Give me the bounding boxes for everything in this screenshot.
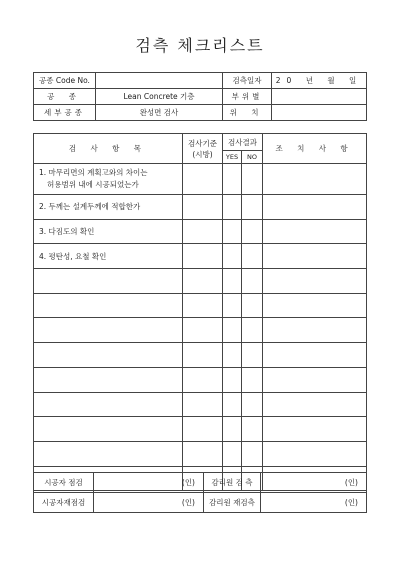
action-cell[interactable] [263, 343, 367, 368]
action-cell[interactable] [263, 392, 367, 417]
checklist-item-4: 4. 평탄성, 요철 확인 [34, 244, 183, 269]
criteria-cell[interactable] [183, 195, 223, 220]
table-row [34, 441, 367, 466]
detail-work-label: 세부공종 [34, 105, 96, 121]
yes-cell[interactable] [223, 441, 242, 466]
criteria-cell[interactable] [183, 219, 223, 244]
criteria-cell[interactable] [183, 367, 223, 392]
action-cell[interactable] [263, 417, 367, 442]
table-row [34, 219, 367, 244]
header-result: 검사결과 [223, 134, 263, 151]
yes-cell[interactable] [223, 219, 242, 244]
criteria-cell[interactable] [183, 269, 223, 294]
action-cell[interactable] [263, 164, 367, 195]
item-cell[interactable] [34, 318, 183, 343]
supervisor-check-seal[interactable]: (인) [261, 473, 367, 493]
table-row [34, 164, 367, 195]
no-cell[interactable] [242, 164, 263, 195]
action-cell[interactable] [263, 219, 367, 244]
yes-cell[interactable] [223, 367, 242, 392]
item-cell[interactable] [34, 269, 183, 294]
no-cell[interactable] [242, 343, 263, 368]
item-cell[interactable] [34, 441, 183, 466]
no-cell[interactable] [242, 293, 263, 318]
action-cell[interactable] [263, 293, 367, 318]
action-cell[interactable] [263, 441, 367, 466]
action-cell[interactable] [263, 269, 367, 294]
yes-cell[interactable] [223, 164, 242, 195]
item-cell[interactable] [34, 293, 183, 318]
item-cell[interactable] [34, 367, 183, 392]
no-cell[interactable] [242, 417, 263, 442]
action-cell[interactable] [263, 244, 367, 269]
yes-cell[interactable] [223, 269, 242, 294]
checklist-item-3: 3. 다짐도의 확인 [34, 219, 183, 244]
item-cell[interactable] [34, 417, 183, 442]
no-cell[interactable] [242, 269, 263, 294]
builder-recheck-label: 시공자재점검 [34, 493, 94, 513]
table-row [34, 293, 367, 318]
no-cell[interactable] [242, 318, 263, 343]
supervisor-recheck-label: 감리원 재검측 [204, 493, 261, 513]
header-criteria-line2: (시방) [192, 149, 213, 159]
table-row [34, 392, 367, 417]
yes-cell[interactable] [223, 195, 242, 220]
checklist-table [33, 133, 367, 491]
no-cell[interactable] [242, 244, 263, 269]
location-label: 위 치 [223, 105, 272, 121]
item-cell[interactable] [34, 343, 183, 368]
document-title: 검측 체크리스트 [135, 36, 265, 55]
builder-check-seal[interactable]: (인) [94, 473, 204, 493]
yes-cell[interactable] [223, 343, 242, 368]
table-row [34, 318, 367, 343]
part-label: 부위별 [223, 89, 272, 105]
no-cell[interactable] [242, 219, 263, 244]
yes-cell[interactable] [223, 417, 242, 442]
header-criteria [183, 134, 223, 164]
yes-cell[interactable] [223, 318, 242, 343]
yes-cell[interactable] [223, 244, 242, 269]
location-value[interactable] [272, 105, 367, 121]
checklist-item-2: 2. 두께는 설계두께에 적합한가 [34, 195, 183, 220]
header-action: 조 치 사 항 [263, 134, 367, 164]
table-row [34, 269, 367, 294]
no-cell[interactable] [242, 367, 263, 392]
header-yes: YES [223, 151, 242, 164]
builder-recheck-seal[interactable]: (인) [94, 493, 204, 513]
work-code-value[interactable] [96, 73, 223, 89]
builder-check-label: 시공자 점검 [34, 473, 94, 493]
criteria-cell[interactable] [183, 417, 223, 442]
supervisor-check-label: 감리원 검 측 [204, 473, 261, 493]
table-row [34, 367, 367, 392]
part-value[interactable] [272, 89, 367, 105]
action-cell[interactable] [263, 367, 367, 392]
work-code-label: 공종 Code No. [34, 73, 96, 89]
item-cell[interactable] [34, 392, 183, 417]
header-no: NO [242, 151, 263, 164]
table-row [34, 195, 367, 220]
supervisor-recheck-seal[interactable]: (인) [261, 493, 367, 513]
work-type-value[interactable]: Lean Concrete 기층 [96, 89, 223, 105]
signature-table [33, 472, 367, 513]
yes-cell[interactable] [223, 293, 242, 318]
no-cell[interactable] [242, 392, 263, 417]
inspection-date-label: 검측일자 [223, 73, 272, 89]
table-row [34, 417, 367, 442]
detail-work-value[interactable]: 완성면 검사 [96, 105, 223, 121]
header-criteria-line1: 검사기준 [188, 138, 217, 148]
inspection-date-value[interactable]: 20 년 월 일 [272, 73, 367, 89]
info-table [33, 72, 367, 121]
no-cell[interactable] [242, 441, 263, 466]
criteria-cell[interactable] [183, 318, 223, 343]
no-cell[interactable] [242, 195, 263, 220]
criteria-cell[interactable] [183, 441, 223, 466]
checklist-item-1 [34, 164, 183, 195]
yes-cell[interactable] [223, 392, 242, 417]
header-inspection-item: 검 사 항 목 [34, 134, 183, 164]
action-cell[interactable] [263, 318, 367, 343]
criteria-cell[interactable] [183, 244, 223, 269]
checklist-item-1-line2: 허용범위 내에 시공되었는가 [47, 180, 139, 189]
action-cell[interactable] [263, 195, 367, 220]
criteria-cell[interactable] [183, 164, 223, 195]
criteria-cell[interactable] [183, 392, 223, 417]
criteria-cell[interactable] [183, 293, 223, 318]
criteria-cell[interactable] [183, 343, 223, 368]
checklist-item-1-line1: 1. 마무리면의 계획고와의 차이는 [39, 168, 148, 177]
work-type-label: 공 종 [34, 89, 96, 105]
table-row [34, 244, 367, 269]
table-row [34, 343, 367, 368]
